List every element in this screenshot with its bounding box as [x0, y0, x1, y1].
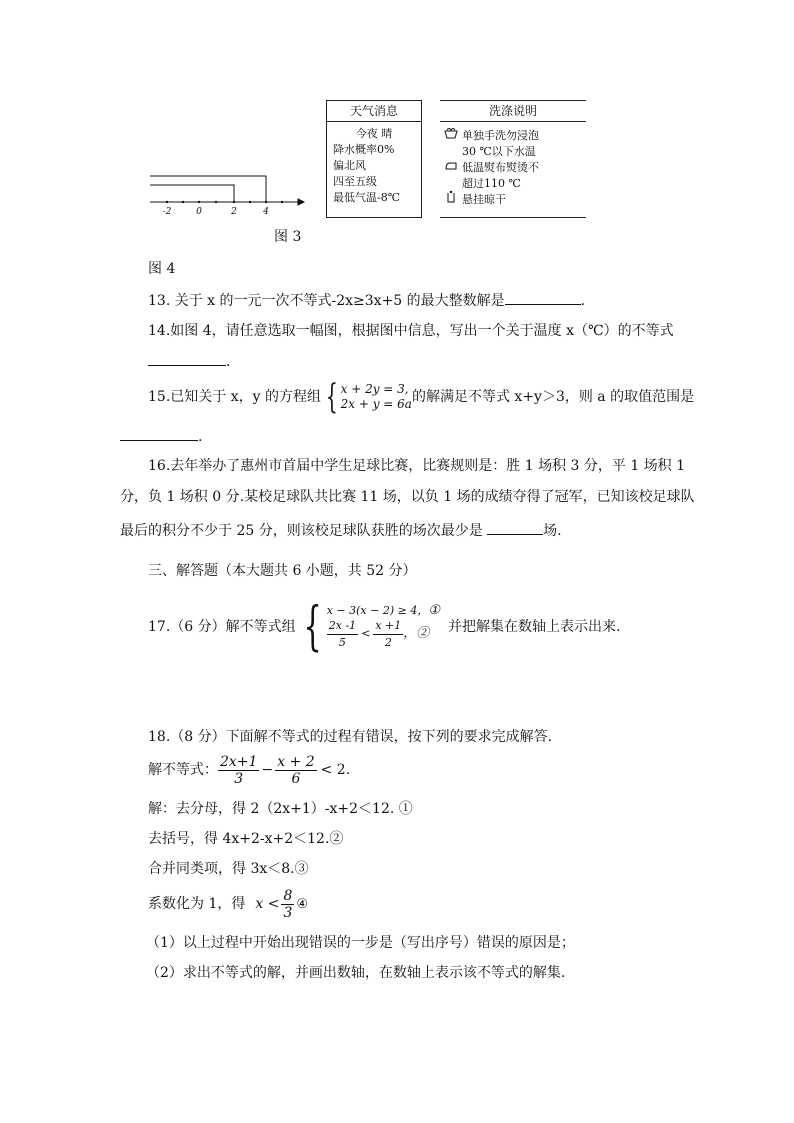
solve-label: 解不等式：: [148, 762, 218, 778]
wash-instructions-card: [440, 100, 586, 218]
numerator: 2x+1: [220, 753, 258, 770]
hand-wash-icon: [440, 126, 462, 146]
denominator: 3: [234, 770, 244, 787]
question-13-text: 13. 关于 x 的一元一次不等式-2x≥3x+5 的最大整数解是: [148, 293, 505, 309]
denominator: 3: [283, 904, 293, 921]
denominator: 6: [291, 770, 301, 787]
fraction-right: [373, 618, 403, 651]
question-15-post: 的解满足不等式 x+y＞3，则 a 的取值范围是: [411, 389, 695, 405]
less-than: <: [361, 627, 371, 640]
minus-sign: −: [261, 762, 274, 778]
tick-label: 2: [231, 207, 237, 217]
question-17-post: 并把解集在数轴上表示出来.: [448, 619, 621, 635]
solution-bracket-upper: [150, 176, 266, 202]
numerator: x +1: [373, 618, 403, 635]
wash-line: 30 ℃以下水温: [462, 145, 536, 158]
question-14-text: 14.如图 4，请任意选取一幅图，根据图中信息，写出一个关于温度 x（℃）的不等式: [148, 323, 674, 339]
fraction-2: [275, 754, 316, 787]
tick-label: 4: [263, 207, 269, 217]
figure-3-caption: 图 3: [274, 229, 302, 245]
numerator: x + 2: [277, 753, 315, 770]
marker-2: ，②: [403, 626, 430, 641]
question-16-line3: [120, 522, 562, 538]
denominator: 2: [384, 635, 392, 649]
numerator: 8: [283, 887, 293, 904]
marker-1: ①: [428, 602, 440, 618]
weather-line: 偏北风: [333, 159, 366, 172]
number-line-figure: [148, 170, 308, 218]
weather-line: 降水概率0%: [333, 143, 395, 156]
equation-system: { x + 2y = 3, 2x + y = 6a: [325, 377, 412, 417]
weather-line: 四至五级: [333, 175, 377, 188]
tick-label: -2: [162, 207, 172, 217]
answer-blank[interactable]: [505, 292, 581, 305]
inequality-system: { x − 3(x − 2) ≥ 4，① $\frac{2x -1}{5}$ < $\frac{x +1}{2}$ ，②: [303, 597, 440, 657]
fraction-8-3: [281, 888, 294, 921]
question-16-end: 场.: [543, 523, 562, 539]
inequality-tail: < 2.: [320, 762, 351, 778]
question-16-line1: 16.去年举办了惠州市首届中学生足球比赛，比赛规则是：胜 1 场积 3 分，平 1 场积 1: [148, 458, 686, 474]
question-15: [148, 377, 695, 417]
question-17-pre: 17.（6 分）解不等式组: [148, 619, 296, 635]
step-4-var: x <: [255, 896, 280, 912]
marker-4: ④: [296, 896, 309, 912]
fraction-1: [218, 754, 259, 787]
wash-line: 单独手洗勿浸泡: [462, 129, 539, 142]
answer-blank[interactable]: [148, 353, 226, 366]
weather-title: 天气消息: [327, 101, 421, 122]
wash-title: 洗涤说明: [440, 101, 586, 122]
inequality-1: x − 3(x − 2) ≥ 4，: [326, 603, 429, 617]
question-15-pre: 15.已知关于 x，y 的方程组: [148, 389, 321, 405]
weather-line: 最低气温-8℃: [333, 191, 401, 204]
equation-2: 2x + y = 6a: [340, 397, 412, 411]
wash-line: 低温熨布熨烫不: [462, 161, 539, 174]
question-18-inequality: [148, 752, 350, 788]
step-4-label: 系数化为 1，得: [148, 896, 246, 912]
weather-card: [326, 100, 422, 218]
answer-blank[interactable]: [120, 428, 198, 441]
step-2: 去括号，得 4x+2-x+2＜12.②: [148, 831, 344, 847]
sub-question-2: （2）求出不等式的解，并画出数轴，在数轴上表示该不等式的解集.: [146, 965, 566, 981]
wash-line: 悬挂晾干: [462, 193, 506, 206]
axis-arrow: [298, 199, 304, 205]
hang-dry-icon: [440, 190, 462, 210]
step-3: 合并同类项，得 3x＜8.③: [148, 861, 309, 877]
question-14-answer: [148, 353, 230, 369]
step-1: 解：去分母，得 2（2x+1）-x+2＜12. ①: [148, 801, 413, 817]
question-17: [148, 596, 620, 658]
question-15-answer: [120, 428, 202, 444]
question-13: [148, 292, 585, 308]
equation-1: x + 2y = 3,: [340, 382, 409, 396]
denominator: 5: [338, 635, 346, 649]
step-4: [148, 886, 308, 922]
tick-label: 0: [196, 207, 202, 217]
question-16-text: 最后的积分不少于 25 分，则该校足球队获胜的场次最少是: [120, 523, 483, 539]
question-18-title: 18.（8 分）下面解不等式的过程有错误，按下列的要求完成解答.: [148, 729, 553, 745]
sub-question-1: （1）以上过程中开始出现错误的一步是（写出序号）错误的原因是；: [146, 935, 575, 951]
answer-blank[interactable]: [487, 522, 543, 535]
iron-icon: [440, 159, 462, 177]
question-16-line2: 分，负 1 场积 0 分.某校足球队共比赛 11 场，以负 1 场的成绩夺得了冠军，已知该校足球队: [120, 489, 695, 505]
section-heading: 三、解答题（本大题共 6 小题，共 52 分）: [148, 563, 417, 579]
question-15-end: .: [198, 429, 203, 445]
solution-bracket-lower: [150, 185, 234, 202]
wash-line: 超过110 ℃: [462, 177, 521, 190]
question-13-end: .: [580, 293, 586, 309]
question-14-end: .: [226, 354, 231, 370]
weather-line: 今夜 晴: [355, 127, 393, 140]
numerator: 2x -1: [327, 618, 358, 635]
fraction-left: [327, 618, 358, 651]
figure-4-caption: 图 4: [148, 261, 176, 277]
